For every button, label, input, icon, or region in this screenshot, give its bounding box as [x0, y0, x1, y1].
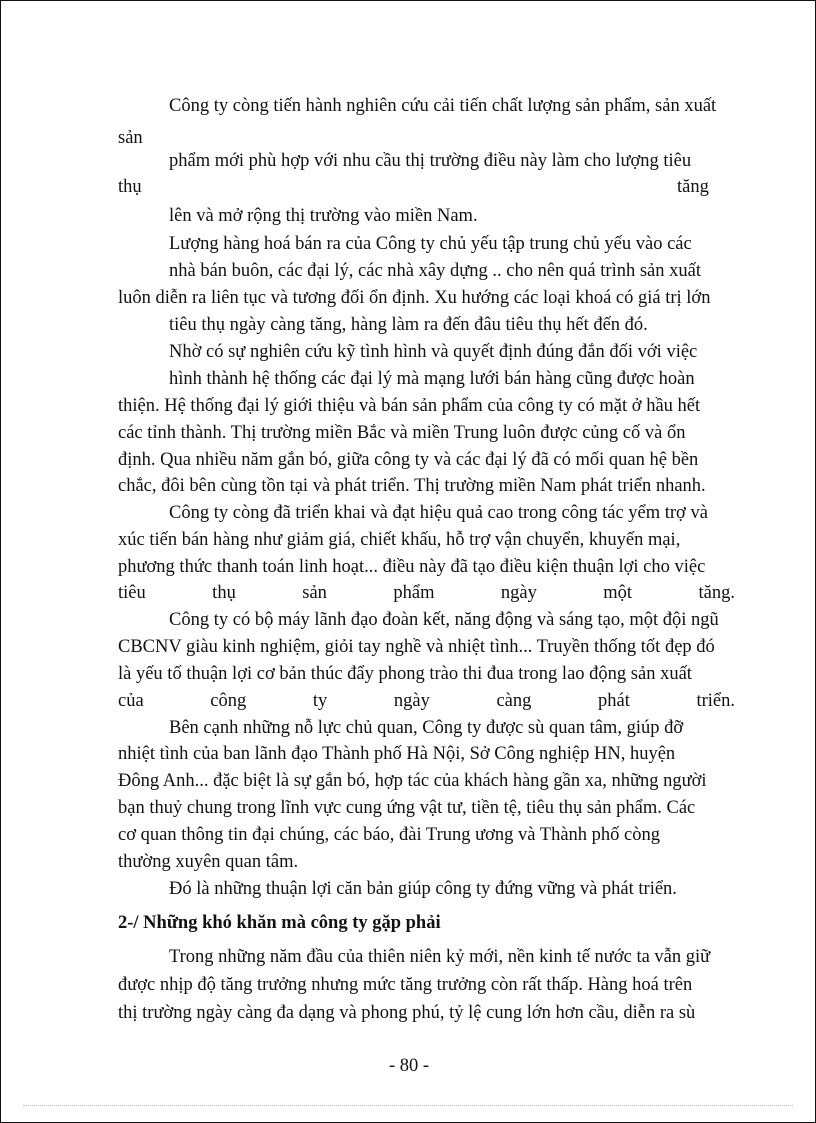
text-line: CBCNV giàu kinh nghiệm, giỏi tay nghề và nhiệt tình... Truyền thống tốt đẹp đó [118, 637, 715, 657]
text-line: bạn thuỷ chung trong lĩnh vực cung ứng vật tư, tiền tệ, tiêu thụ sản phẩm. Các [118, 798, 696, 818]
text-line: Nhờ có sự nghiên cứu kỹ tình hình và quyết định đúng đắn đối với việc [169, 342, 698, 362]
text-line: Công ty còng đã triển khai và đạt hiệu quả cao trong công tác yểm trợ và [169, 503, 708, 523]
text-line: Bên cạnh những nỗ lực chủ quan, Công ty được sù quan tâm, giúp đỡ [169, 718, 684, 738]
page-number: - 80 - [389, 1056, 430, 1076]
text-line: tiêu thụ sản phẩm ngày một tăng. [118, 583, 735, 603]
text-line: Lượng hàng hoá bán ra của Công ty chủ yếu tập trung chủ yếu vào các [169, 234, 692, 254]
text-line: Trong những năm đầu của thiên niên kỷ mới, nền kinh tế nước ta vẫn giữ [169, 947, 711, 967]
text-line: được nhịp độ tăng trưởng nhưng mức tăng trưởng còn rất thấp. Hàng hoá trên [118, 975, 693, 995]
text-line: tiêu thụ ngày càng tăng, hàng làm ra đến đâu tiêu thụ hết đến đó. [169, 315, 648, 335]
text-line: luôn diễn ra liên tục và tương đối ổn định. Xu hướng các loại khoá có giá trị lớn [118, 288, 711, 308]
text-line: Công ty có bộ máy lãnh đạo đoàn kết, năng động và sáng tạo, một đội ngũ [169, 610, 719, 630]
text-line: cơ quan thông tin đại chúng, các báo, đài Trung ương và Thành phố còng [118, 825, 661, 845]
text-line: thụ [118, 177, 142, 197]
footer-divider [23, 1105, 793, 1106]
text-line: Đó là những thuận lợi căn bản giúp công ty đứng vững và phát triển. [169, 879, 677, 899]
text-line: thị trường ngày càng đa dạng và phong phú, tỷ lệ cung lớn hơn cầu, diễn ra sù [118, 1003, 696, 1023]
text-line: chắc, đôi bên cùng tồn tại và phát triển. Thị trường miền Nam phát triển nhanh. [118, 476, 706, 496]
text-line: là yếu tố thuận lợi cơ bản thúc đẩy phong trào thi đua trong lao động sản xuất [118, 664, 692, 684]
text-line: nhà bán buôn, các đại lý, các nhà xây dựng .. cho nên quá trình sản xuất [169, 261, 701, 281]
text-line: nhiệt tình của ban lãnh đạo Thành phố Hà Nội, Sở Công nghiệp HN, huyện [118, 744, 676, 764]
text-line: lên và mở rộng thị trường vào miền Nam. [169, 206, 478, 226]
text-line: thiện. Hệ thống đại lý giới thiệu và bán sản phẩm của công ty có mặt ở hầu hết [118, 396, 701, 416]
text-line: xúc tiến bán hàng như giảm giá, chiết khấu, hỗ trợ vận chuyển, khuyến mại, [118, 530, 681, 550]
text-line: các tỉnh thành. Thị trường miền Bắc và miền Trung luôn được củng cố và ổn [118, 423, 686, 443]
text-line: Đông Anh... đặc biệt là sự gắn bó, hợp tác của khách hàng gần xa, những người [118, 771, 707, 791]
text-line: sản [118, 128, 143, 148]
text-line: hình thành hệ thống các đại lý mà mạng lưới bán hàng cũng được hoàn [169, 369, 695, 389]
text-line: phương thức thanh toán linh hoạt... điều này đã tạo điều kiện thuận lợi cho việc [118, 557, 706, 577]
text-line: tăng [677, 177, 709, 197]
text-line: Công ty còng tiến hành nghiên cứu cải tiến chất lượng sản phẩm, sản xuất [169, 96, 717, 116]
text-line: định. Qua nhiều năm gắn bó, giữa công ty và các đại lý đã có mối quan hệ bền [118, 450, 699, 470]
text-line: phẩm mới phù hợp với nhu cầu thị trường điều này làm cho lượng tiêu [169, 151, 692, 171]
text-line: thường xuyên quan tâm. [118, 852, 299, 872]
section-heading: 2-/ Những khó khăn mà công ty gặp phải [118, 913, 441, 933]
text-line: của công ty ngày càng phát triển. [118, 691, 735, 711]
